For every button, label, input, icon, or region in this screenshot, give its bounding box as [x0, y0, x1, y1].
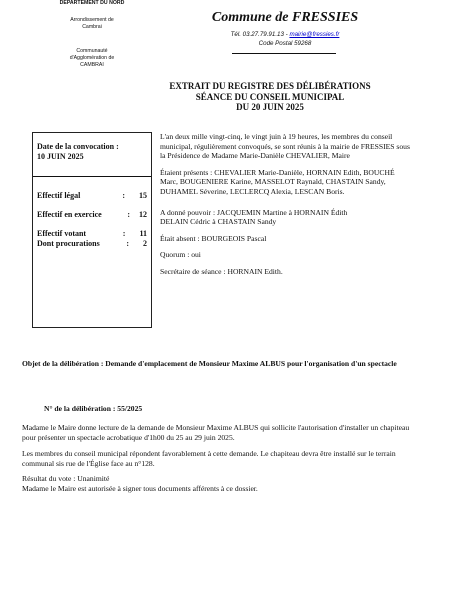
row-value: 2: [143, 239, 147, 248]
postal-code: Code Postal 59268: [258, 40, 312, 47]
deliberation-paragraph2: Les membres du conseil municipal répondent favorablement à cette demande. Le chapiteau devra être installé sur le terrain communal sis rue de l'Église face au n°128.: [22, 449, 396, 468]
row-value: 12: [139, 210, 147, 219]
vote-result: Résultat du vote : Unanimité: [22, 474, 110, 484]
effectif-exercice-row: Effectif en exercice : 12: [37, 210, 147, 219]
absent-member: Était absent : BOURGEOIS Pascal: [160, 233, 267, 243]
convocation-label: Date de la convocation :: [37, 142, 119, 151]
heading-line3: DU 20 JUIN 2025: [236, 102, 304, 112]
community-line1: Communauté: [76, 48, 108, 54]
header-rule: [232, 53, 336, 54]
secretary: Secrétaire de séance : HORNAIN Edith.: [160, 266, 283, 276]
session-intro: L'an deux mille vingt-cinq, le vingt juin à 19 heures, les membres du conseil municipal, régulièrement convoqués, se sont réunis à la mairie de FRESSIES sous la Présidence de Madame Marie-Danièle CHEVALIER, Maire: [160, 132, 410, 161]
email-link[interactable]: mairie@fressies.fr: [289, 31, 340, 38]
convocation-date: 10 JUIN 2025: [37, 152, 84, 161]
row-label: Dont procurations: [37, 239, 100, 248]
phone-text: Tél. 03.27.79.91.13 -: [230, 31, 288, 38]
department-label: DEPARTEMENT DU NORD: [59, 0, 125, 6]
procurations-row: Dont procurations : 2: [37, 239, 147, 248]
heading-line2: SÉANCE DU CONSEIL MUNICIPAL: [195, 91, 345, 102]
deliberation-paragraph1: Madame le Maire donne lecture de la demande de Monsieur Maxime ALBUS qui sollicite l'autorisation d'installer un chapiteau pour présenter un spectacle acrobatique d'1h00 du 25 au 29 juin 2025.: [22, 423, 410, 442]
row-label: Effectif légal: [37, 191, 81, 200]
proxy-line1: A donné pouvoir : JACQUEMIN Martine à HORNAIN Édith: [160, 207, 348, 217]
effectif-legal-row: Effectif légal : 15: [37, 191, 147, 200]
authorization: Madame le Maire est autorisée à signer tous documents afférents à ce dossier.: [22, 483, 258, 493]
register-heading: [150, 81, 390, 113]
session-details: [160, 132, 414, 284]
row-value: 15: [139, 191, 147, 200]
left-header: [48, 0, 136, 69]
effectif-votant-row: Effectif votant : 11: [37, 229, 147, 238]
heading-line1: EXTRAIT DU REGISTRE DES DÉLIBÉRATIONS: [169, 81, 371, 91]
quorum: Quorum : oui: [160, 250, 201, 260]
attendance-box: [32, 132, 152, 328]
commune-contact: [190, 30, 380, 48]
deliberation-object: Objet de la délibération : Demande d'emplacement de Monsieur Maxime ALBUS pour l'organisation d'un spectacle: [22, 359, 397, 368]
community-line2: d'Agglomération de: [69, 55, 115, 61]
arrondissement-line2: Cambrai: [82, 24, 102, 30]
row-value: 11: [139, 229, 147, 238]
commune-title: Commune de FRESSIES: [211, 10, 359, 25]
proxy-line2: DELAIN Cédric à CHASTAIN Sandy: [160, 217, 277, 227]
community-line3: CAMBRAI: [80, 62, 104, 68]
deliberation-number: N° de la délibération : 55/2025: [44, 404, 143, 413]
present-members: Étaient présents : CHEVALIER Marie-Danièle, HORNAIN Edith, BOUCHÉ Marc, BOUGENIERE Karine, MASSELOT Raynald, CHASTAIN Sandy, DUHAMEL Séverine, LECLERCQ Alexia, LESCAN Boris.: [160, 167, 395, 196]
deliberation-body: [22, 423, 422, 494]
row-label: Effectif en exercice: [37, 210, 102, 219]
arrondissement-line1: Arrondissement de: [70, 17, 114, 23]
row-label: Effectif votant: [37, 229, 87, 238]
